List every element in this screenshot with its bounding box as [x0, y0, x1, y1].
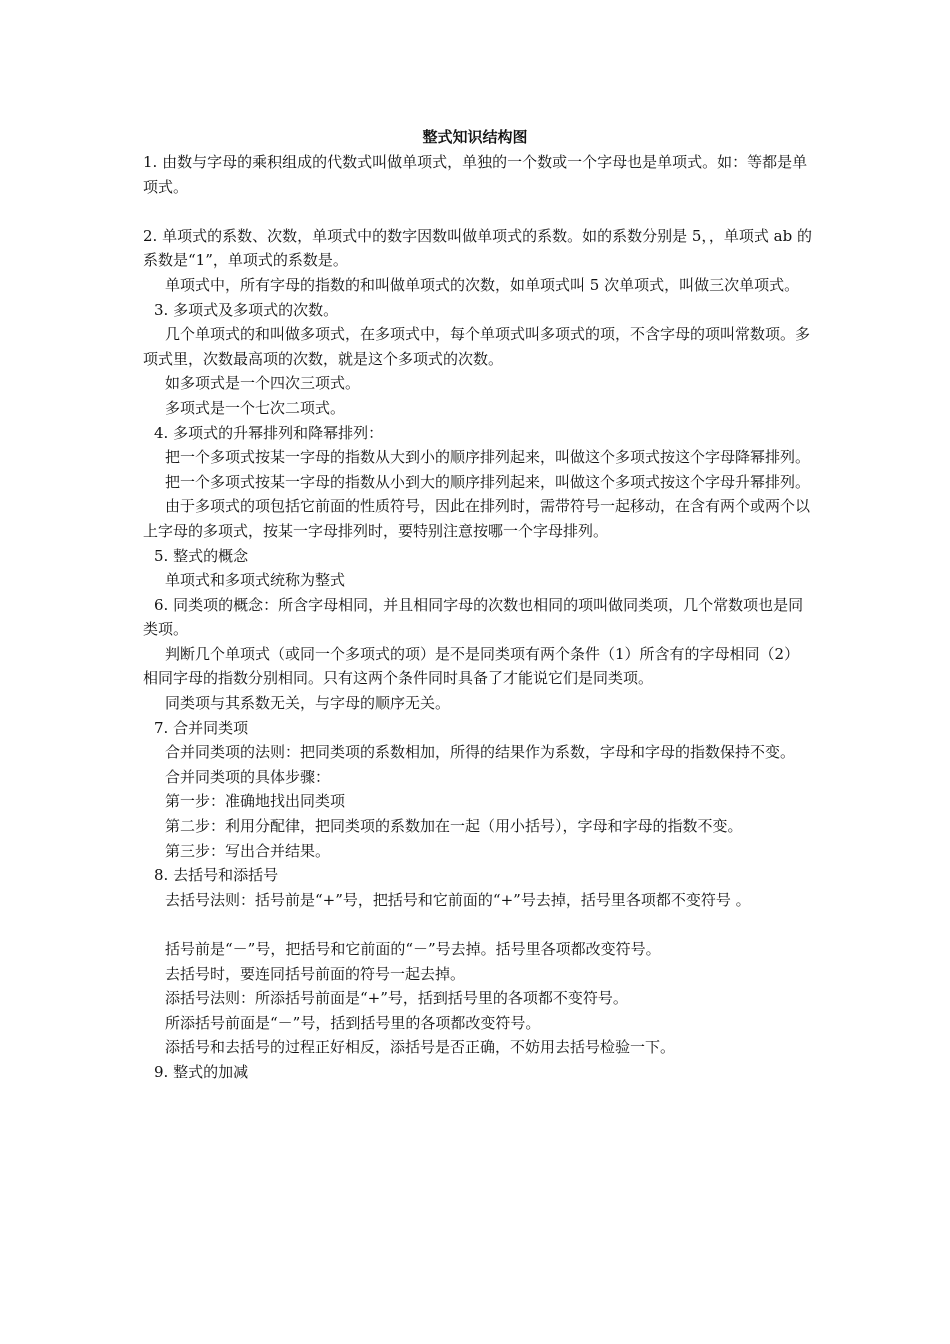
paragraph: 4. 多项式的升幂排列和降幂排列： [154, 423, 384, 442]
paragraph: 去括号法则：括号前是“+”号，把括号和它前面的“+”号去掉，括号里各项都不变符号 。 [165, 890, 751, 909]
paragraph: 9. 整式的加减 [154, 1062, 249, 1081]
paragraph: 单项式和多项式统称为整式 [165, 571, 346, 590]
paragraph: 合并同类项的具体步骤： [165, 767, 331, 786]
paragraph: 如多项式是一个四次三项式。 [165, 374, 361, 393]
paragraph: 7. 合并同类项 [154, 718, 249, 737]
paragraph: 把一个多项式按某一字母的指数从小到大的顺序排列起来，叫做这个多项式按这个字母升幂排列。 [165, 472, 811, 491]
paragraph: 第一步：准确地找出同类项 [165, 792, 346, 811]
paragraph: 单项式中，所有字母的指数的和叫做单项式的次数，如单项式叫 5 次单项式，叫做三次单项式。 [165, 275, 800, 294]
document-title: 整式知识结构图 [422, 128, 528, 146]
paragraph: 合并同类项的法则：把同类项的系数相加，所得的结果作为系数，字母和字母的指数保持不变。 [165, 743, 796, 762]
document-body [143, 150, 813, 1085]
paragraph: 多项式是一个七次二项式。 [165, 398, 346, 417]
paragraph: 几个单项式的和叫做多项式，在多项式中，每个单项式叫多项式的项，不含字母的项叫常数项。多项式里，次数最高项的次数，就是这个多项式的次数。 [143, 325, 811, 368]
paragraph: 去括号时，要连同括号前面的符号一起去掉。 [165, 964, 466, 983]
paragraph: 2. 单项式的系数、次数，单项式中的数字因数叫做单项式的系数。如的系数分别是 5，，单项式 ab 的系数是“1”，单项式的系数是。 [143, 226, 812, 270]
paragraph: 判断几个单项式（或同一个多项式的项）是不是同类项有两个条件（1）所含有的字母相同（2）相同字母的指数分别相同。只有这两个条件同时具备了才能说它们是同类项。 [143, 644, 800, 688]
blank-line [143, 912, 813, 937]
paragraph: 第二步：利用分配律，把同类项的系数加在一起（用小括号），字母和字母的指数不变。 [165, 817, 743, 836]
paragraph: 6. 同类项的概念：所含字母相同，并且相同字母的次数也相同的项叫做同类项，几个常数项也是同类项。 [143, 595, 804, 639]
paragraph: 把一个多项式按某一字母的指数从大到小的顺序排列起来，叫做这个多项式按这个字母降幂排列。 [165, 448, 811, 467]
blank-line [143, 199, 813, 224]
paragraph: 同类项与其系数无关，与字母的顺序无关。 [165, 694, 451, 713]
paragraph: 所添括号前面是“－”号，括到括号里的各项都改变符号。 [165, 1013, 541, 1032]
paragraph: 由于多项式的项包括它前面的性质符号，因此在排列时，需带符号一起移动，在含有两个或两个以上字母的多项式，按某一字母排列时，要特别注意按哪一个字母排列。 [143, 497, 811, 540]
paragraph: 8. 去括号和添括号 [154, 866, 279, 885]
paragraph: 添括号法则：所添括号前面是“+”号，括到括号里的各项都不变符号。 [165, 989, 628, 1008]
paragraph: 添括号和去括号的过程正好相反，添括号是否正确，不妨用去括号检验一下。 [165, 1038, 676, 1057]
paragraph: 5. 整式的概念 [154, 546, 249, 565]
paragraph: 第三步：写出合并结果。 [165, 841, 331, 860]
paragraph: 括号前是“－”号，把括号和它前面的“－”号去掉。括号里各项都改变符号。 [165, 940, 661, 958]
paragraph: 1. 由数与字母的乘积组成的代数式叫做单项式，单独的一个数或一个字母也是单项式。如：等都是单项式。 [143, 153, 808, 196]
paragraph: 3. 多项式及多项式的次数。 [154, 300, 339, 319]
